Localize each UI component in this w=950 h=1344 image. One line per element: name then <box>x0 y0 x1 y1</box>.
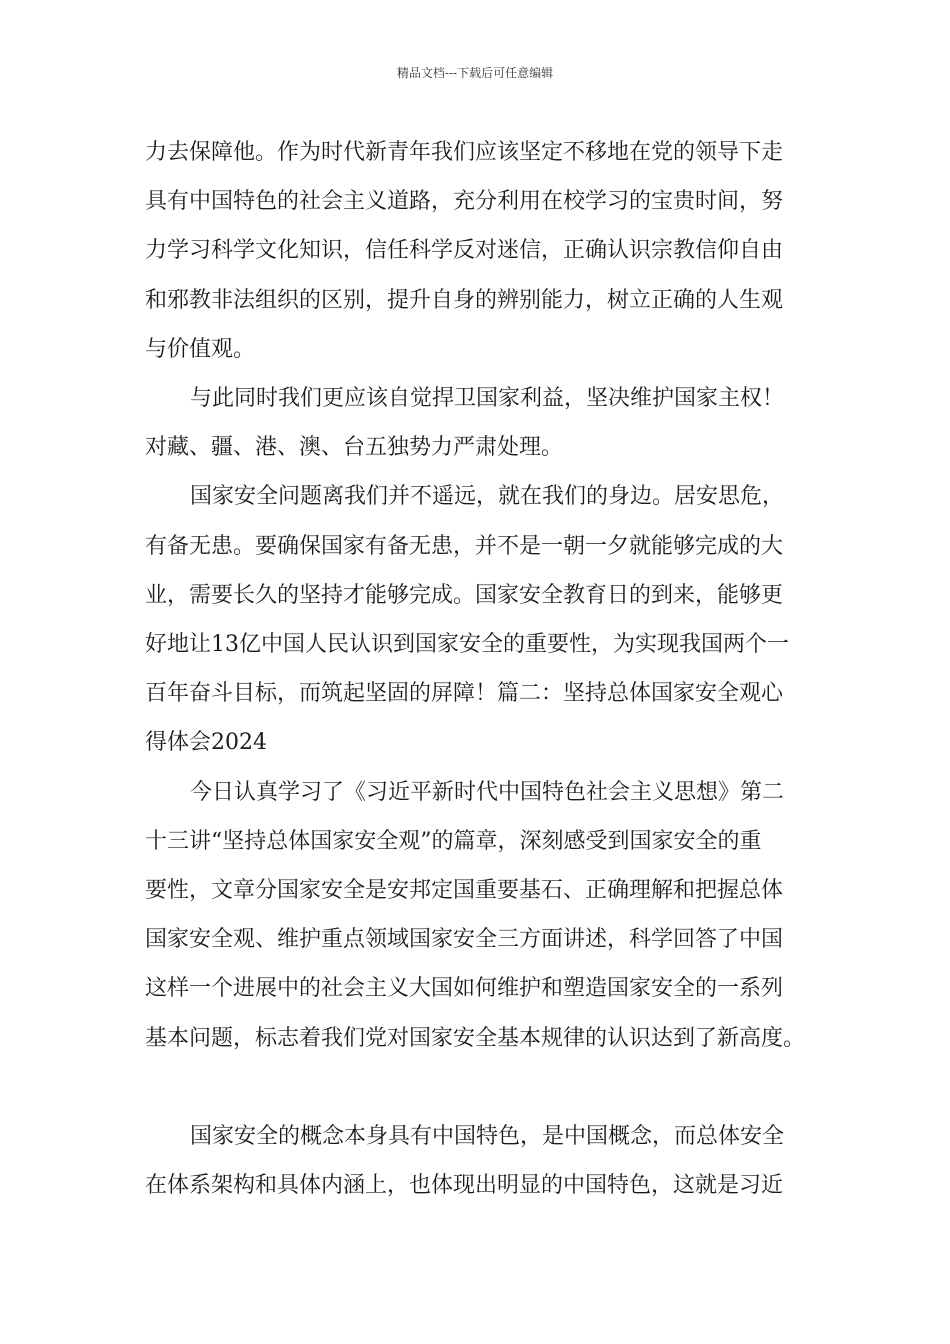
text-line: 要性，文章分国家安全是安邦定国重要基石、正确理解和把握总体 <box>145 878 784 904</box>
paragraph-1 <box>145 128 825 374</box>
text-line: 在体系架构和具体内涵上，也体现出明显的中国特色，这就是习近 <box>145 1173 784 1199</box>
text-line: 基本问题，标志着我们党对国家安全基本规律的认识达到了新高度。 <box>145 1025 806 1051</box>
text-line: 与此同时我们更应该自觉捍卫国家利益，坚决维护国家主权！ <box>190 386 785 412</box>
paragraph-2 <box>145 374 825 472</box>
text-line: 力学习科学文化知识，信任科学反对迷信，正确认识宗教信仰自由 <box>145 238 784 264</box>
text-line: 具有中国特色的社会主义道路，充分利用在校学习的宝贵时间，努 <box>145 189 784 215</box>
text-line: 国家安全的概念本身具有中国特色，是中国概念，而总体安全 <box>190 1123 785 1149</box>
text-line: 国家安全问题离我们并不遥远，就在我们的身边。居安思危， <box>190 484 785 510</box>
text-line: 百年奋斗目标，而筑起坚固的屏障！篇二：坚持总体国家安全观心 <box>145 681 784 707</box>
text-line: 十三讲“坚持总体国家安全观”的篇章，深刻感受到国家安全的重 <box>145 828 762 854</box>
text-line: 国家安全观、维护重点领域国家安全三方面讲述，科学回答了中国 <box>145 927 784 953</box>
paragraph-spacer <box>145 1063 825 1112</box>
text-line: 有备无患。要确保国家有备无患，并不是一朝一夕就能够完成的大 <box>145 533 784 559</box>
paragraph-5 <box>145 1112 825 1210</box>
text-line: 今日认真学习了《习近平新时代中国特色社会主义思想》第二 <box>190 779 785 805</box>
text-line: 业，需要长久的坚持才能够完成。国家安全教育日的到来，能够更 <box>145 582 784 608</box>
paragraph-4 <box>145 768 825 1063</box>
text-line: 这样一个进展中的社会主义大国如何维护和塑造国家安全的一系列 <box>145 976 784 1002</box>
text-line: 好地让13亿中国人民认识到国家安全的重要性，为实现我国两个一 <box>145 632 789 658</box>
text-line: 对藏、疆、港、澳、台五独势力严肃处理。 <box>145 435 564 461</box>
text-line: 力去保障他。作为时代新青年我们应该坚定不移地在党的领导下走 <box>145 140 784 165</box>
page-header: 精品文档---下载后可任意编辑 <box>396 66 554 80</box>
text-line: 与价值观。 <box>145 336 256 362</box>
text-line: 和邪教非法组织的区别，提升自身的辨别能力，树立正确的人生观 <box>145 287 784 313</box>
text-line: 得体会2024 <box>145 730 267 756</box>
document-body <box>145 128 825 1210</box>
paragraph-3 <box>145 472 825 767</box>
